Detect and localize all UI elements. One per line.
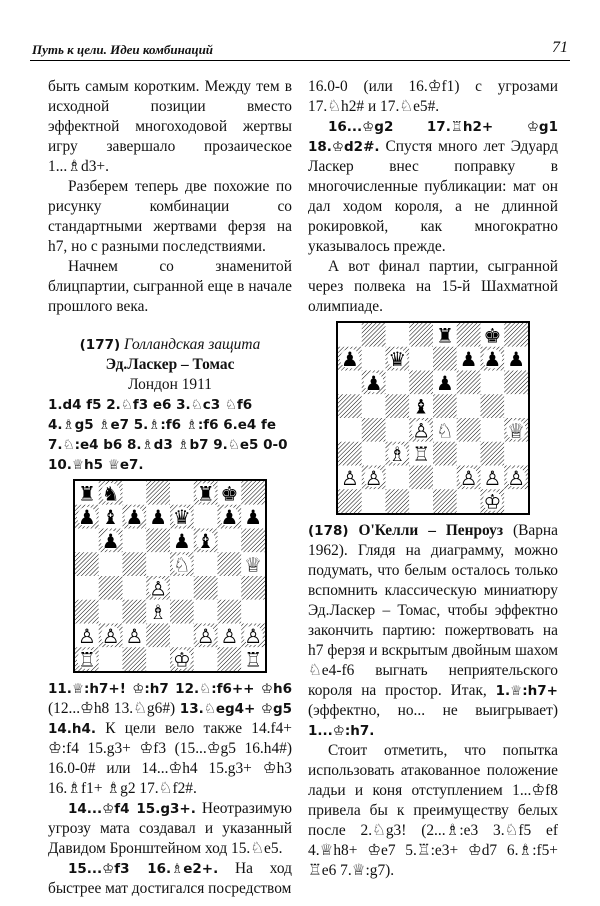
board-square: [457, 489, 481, 513]
paragraph: [48, 859, 292, 899]
board-square: [481, 394, 505, 418]
board-square: [218, 647, 242, 671]
chess-piece-c7: ♛: [388, 348, 407, 372]
chess-piece-a1: ♖: [78, 648, 96, 672]
board-square: [362, 418, 386, 442]
commentary: (эффектно, но... не выигрывает): [308, 702, 558, 719]
board-square: [99, 647, 123, 671]
chess-piece-d5: ♝: [412, 395, 430, 419]
board-square: [75, 529, 99, 553]
board-square: [146, 552, 170, 576]
board-square: [75, 576, 99, 600]
board-square: [481, 371, 505, 395]
board-square: [362, 323, 386, 347]
board-square: [99, 600, 123, 624]
chess-piece-d7: ♟: [149, 506, 167, 530]
chess-piece-c2: ♙: [125, 624, 144, 648]
board-square: [146, 481, 170, 505]
board-square: [218, 529, 242, 553]
chess-piece-a2: ♙: [341, 466, 359, 490]
board-square: [386, 371, 410, 395]
chess-piece-b6: ♟: [364, 371, 383, 395]
right-column: [308, 77, 558, 881]
chess-piece-f7: ♟: [459, 348, 478, 372]
chess-piece-f2: ♙: [459, 466, 478, 490]
commentary: К цели вело также 14.f4+ ♔:f4 15.g3+ ♔f3 (15...♔g5 16.h4#) 16.0-0# или 14...♔h4 15.g3+ ♔h3 16.♗f1+ ♗g2 17.♘f2#.: [48, 720, 292, 797]
board-square: [194, 505, 218, 529]
chess-diagram-1: [73, 479, 267, 673]
board-square: [433, 347, 457, 371]
board-square: [433, 394, 457, 418]
chess-piece-h7: ♟: [507, 348, 525, 372]
chess-piece-f8: ♜: [196, 482, 215, 506]
move-text: 15...♔f3 16.♗e2+.: [68, 861, 219, 877]
move-text: 14...♔f4 15.g3+.: [68, 801, 196, 817]
game-number: (177): [79, 337, 121, 353]
board-square: [99, 576, 123, 600]
chess-piece-g7: ♟: [220, 506, 239, 530]
board-square: [99, 552, 123, 576]
board-square: [338, 371, 362, 395]
board-square: [338, 394, 362, 418]
paragraph: [308, 521, 558, 741]
chess-piece-e7: ♛: [173, 506, 191, 530]
board-square: [170, 481, 194, 505]
board-square: [170, 576, 194, 600]
board-square: [123, 600, 147, 624]
paragraph: Начнем со знаменитой блицпартии, сыгранной еще в начале прошлого века.: [48, 258, 292, 315]
board-square: [386, 489, 410, 513]
game-number: (178): [308, 523, 349, 539]
chess-piece-b7: ♝: [101, 506, 120, 530]
board-square: [123, 481, 147, 505]
chess-diagram-2: [336, 321, 530, 515]
board-square: [457, 371, 481, 395]
chess-piece-g8: ♚: [220, 482, 239, 506]
board-square: [241, 600, 265, 624]
board-square: [386, 394, 410, 418]
board-square: [362, 442, 386, 466]
chapter-title: Путь к цели. Идеи комбинаций: [32, 42, 214, 57]
move-text: 11.♕:h7+! ♔:h7 12.♘:f6++ ♔h6: [48, 681, 292, 697]
chess-piece-a7: ♟: [78, 506, 96, 530]
commentary: (Варна 1962). Глядя на диаграмму, можно подумать, что белым осталось только вспомнить классическую миниатюру Эд.Ласкер – Томас, чтобы эффектно закончить партию: пожертвовать на h7 ферзя и вскрытым двойным шахом ♘e4-f6 выгнать неприятельского короля на простор. Итак,: [308, 522, 558, 699]
players: О'Келли – Пенроуз: [358, 522, 504, 539]
paragraph: [308, 117, 558, 257]
board-square: [123, 647, 147, 671]
board-square: [218, 552, 242, 576]
board-square: [409, 489, 433, 513]
opening-name: Голландская защита: [124, 336, 261, 353]
paragraph: [48, 799, 292, 859]
board-square: [457, 418, 481, 442]
board-square: [386, 466, 410, 490]
board-square: [504, 394, 528, 418]
chess-piece-d4: ♙: [149, 577, 167, 601]
board-square: [146, 624, 170, 648]
paragraph: А вот финал партии, сыгранной через полвека на 15-й Шахматной олимпиаде.: [308, 258, 558, 315]
chess-piece-f2: ♙: [196, 624, 215, 648]
chess-piece-h2: ♙: [507, 466, 525, 490]
board-square: [409, 371, 433, 395]
variation: (12...♔h8 13.♘g6#): [48, 700, 176, 717]
board-square: [75, 600, 99, 624]
board-square: [123, 552, 147, 576]
paragraph: [48, 679, 292, 799]
move-text: 1...♔:h7.: [308, 723, 375, 739]
board-square: [241, 529, 265, 553]
board-square: [194, 600, 218, 624]
board-square: [504, 371, 528, 395]
board-square: [338, 489, 362, 513]
chess-piece-g7: ♟: [483, 348, 502, 372]
chess-piece-g2: ♙: [483, 466, 502, 490]
board-square: [409, 347, 433, 371]
chess-piece-e6: ♟: [173, 529, 191, 553]
chess-piece-h1: ♖: [244, 648, 262, 672]
chess-piece-h7: ♟: [244, 506, 262, 530]
chess-piece-d3: ♗: [149, 601, 167, 625]
chess-piece-e4: ♘: [436, 419, 454, 443]
chess-piece-b2: ♙: [101, 624, 120, 648]
paragraph: 16.0-0 (или 16.♔f1) с угрозами 17.♘h2# и 17.♘e5#.: [308, 78, 558, 115]
paragraph: Стоит отметить, что попытка использовать атакованное положение ладьи и коня отступлением 1...♔f8 привела бы к преимуществу белых после 2.♘g3! (2...♗:e3 3.♘f5 ef 4.♕h8+ ♔e7 5.♖:e3+ ♔d7 6.♗:f5+ ♖e6 7.♕:g7).: [308, 742, 558, 879]
board-square: [218, 576, 242, 600]
chess-piece-d4: ♙: [412, 419, 430, 443]
board-square: [338, 323, 362, 347]
chess-piece-f6: ♝: [196, 529, 215, 553]
board-square: [194, 552, 218, 576]
commentary: Неотразимую угрозу мата создавал и указанный Давидом Бронштейном ход 15.♘e5.: [48, 800, 292, 857]
board-square: [386, 418, 410, 442]
opening-moves: 1.d4 f5 2.♘f3 e6 3.♘c3 ♘f6 4.♗g5 ♗e7 5.♗:f6 ♗:f6 6.e4 fe 7.♘:e4 b6 8.♗d3 ♗b7 9.♘e5 0-0 10.♕h5 ♕e7.: [48, 397, 288, 473]
paragraph: Разберем теперь две похожие по рисунку комбинации со стандартными жертвами ферзя на h7, но с разными последствиями.: [48, 178, 292, 255]
page-number: 71: [552, 39, 568, 56]
chess-piece-h4: ♕: [507, 419, 525, 443]
chess-piece-a7: ♟: [341, 348, 359, 372]
chess-piece-e8: ♜: [436, 324, 454, 348]
board-square: [170, 624, 194, 648]
commentary: Спустя много лет Эдуард Ласкер внес поправку в многочисленные публикации: мат он дал ходом короля, а не длинной рокировкой, как многократно указывалось прежде.: [308, 138, 558, 255]
board-square: [457, 394, 481, 418]
board-square: [194, 647, 218, 671]
running-header: [30, 38, 570, 61]
board-square: [504, 323, 528, 347]
board-square: [409, 323, 433, 347]
board-square: [146, 529, 170, 553]
board-square: [123, 529, 147, 553]
board-square: [409, 466, 433, 490]
paragraph: быть самым коротким. Между тем в исходной позиции вместо эффектной многоходовой жертвы игру завершало прозаическое 1...♗d3+.: [48, 78, 292, 175]
board-square: [241, 481, 265, 505]
chess-piece-c3: ♗: [388, 443, 407, 467]
board-square: [433, 466, 457, 490]
board-square: [457, 442, 481, 466]
board-square: [457, 323, 481, 347]
chess-piece-h5: ♕: [244, 553, 262, 577]
game-heading: [48, 335, 292, 355]
board-square: [194, 576, 218, 600]
chess-piece-a8: ♜: [78, 482, 96, 506]
board-square: [362, 394, 386, 418]
chess-piece-b8: ♞: [101, 482, 120, 506]
chess-piece-h2: ♙: [244, 624, 262, 648]
chess-piece-g2: ♙: [220, 624, 239, 648]
chess-piece-e5: ♘: [173, 553, 191, 577]
chess-piece-e6: ♟: [436, 371, 454, 395]
move-text: 1.♕:h7+: [495, 683, 558, 699]
board-square: [433, 489, 457, 513]
board-square: [170, 600, 194, 624]
chess-piece-d3: ♖: [412, 443, 430, 467]
chess-piece-a2: ♙: [78, 624, 96, 648]
commentary: На ход быстрее мат достигался посредством: [48, 860, 292, 897]
move-text: 16...♔g2 17.♖h2+ ♔g1 18.♔d2#.: [308, 119, 558, 155]
chess-piece-b6: ♟: [101, 529, 120, 553]
board-square: [75, 552, 99, 576]
move-text: 13.♘eg4+ ♔g5 14.h4.: [48, 701, 292, 737]
left-column: [48, 77, 292, 899]
players: Эд.Ласкер – Томас: [105, 356, 235, 373]
board-square: [241, 576, 265, 600]
board-square: [338, 442, 362, 466]
board-square: [481, 418, 505, 442]
chess-piece-b2: ♙: [364, 466, 383, 490]
chess-piece-g8: ♚: [483, 324, 502, 348]
board-square: [433, 442, 457, 466]
board-square: [362, 489, 386, 513]
board-square: [146, 647, 170, 671]
board-square: [362, 347, 386, 371]
board-square: [481, 442, 505, 466]
board-square: [338, 418, 362, 442]
chess-piece-c7: ♟: [125, 506, 144, 530]
event-place: Лондон 1911: [128, 376, 212, 393]
board-square: [504, 489, 528, 513]
chess-piece-e1: ♔: [173, 648, 191, 672]
board-square: [386, 323, 410, 347]
board-square: [504, 442, 528, 466]
board-square: [123, 576, 147, 600]
chess-piece-g1: ♔: [483, 490, 502, 514]
board-square: [218, 600, 242, 624]
